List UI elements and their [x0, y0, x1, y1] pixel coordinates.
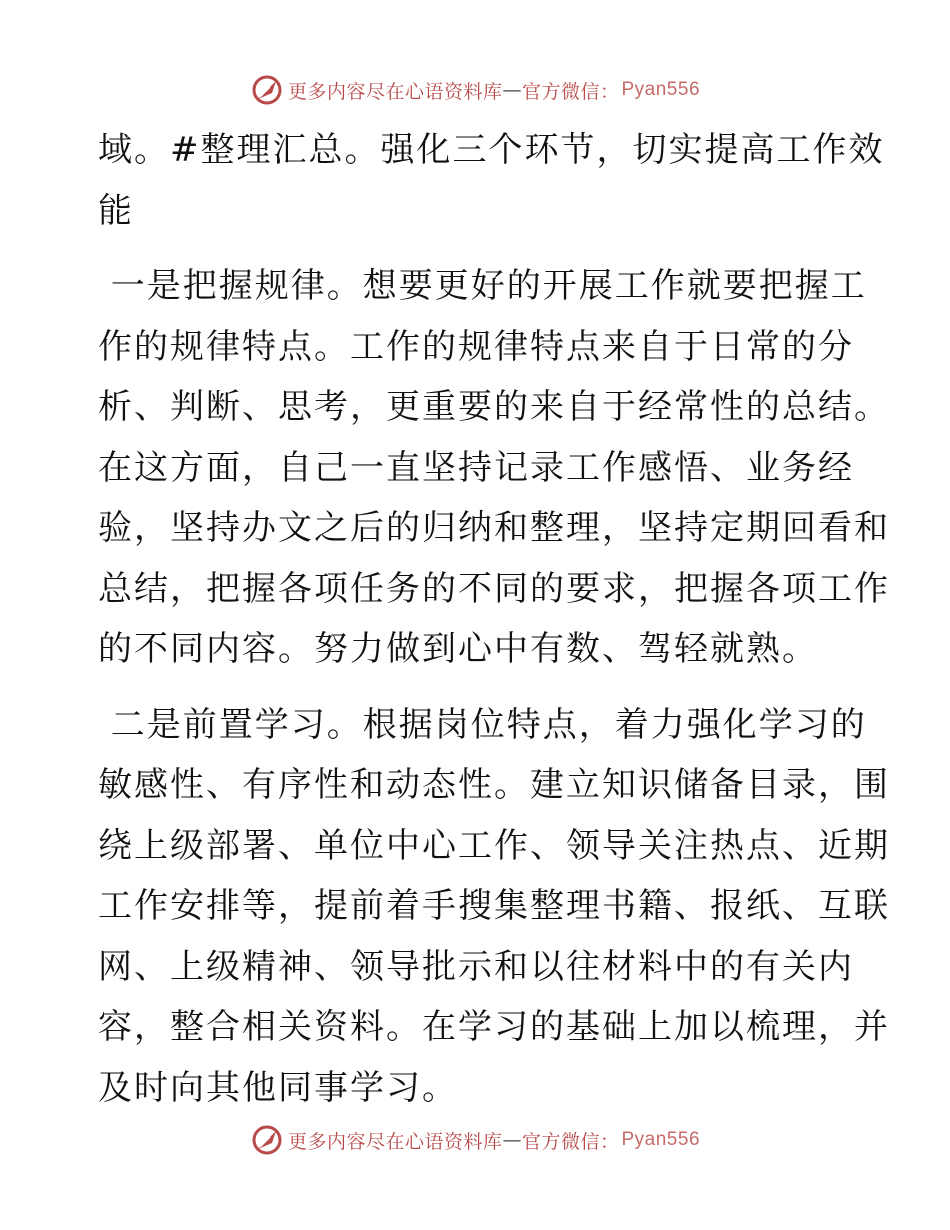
text-line: 在这方面，自己一直坚持记录工作感悟、业务经	[98, 447, 854, 488]
text-line: 网、上级精神、领导批示和以往材料中的有关内	[98, 946, 854, 987]
document-body	[98, 120, 890, 1118]
watermark-separator: —	[502, 79, 522, 101]
watermark-brand-text: 更多内容尽在心语资料库	[287, 1130, 503, 1153]
text-line: 敏感性、有序性和动态性。建立知识储备目录，围	[98, 765, 890, 805]
watermark-contact-id: Pyan556	[621, 79, 701, 100]
text-line: 二是前置学习。根据岗位特点，着力强化学习的	[98, 704, 867, 745]
text-line: 析、判断、思考，更重要的来自于经常性的总结。	[98, 387, 890, 427]
text-line: 一是把握规律。想要更好的开展工作就要把握工	[98, 266, 867, 306]
text-line: 工作安排等，提前着手搜集整理书籍、报纸、互联	[98, 886, 890, 926]
text-line: 域。#整理汇总。强化三个环节，切实提高工作效	[98, 130, 885, 170]
text-line: 容，整合相关资料。在学习的基础上加以梳理，并	[98, 1007, 890, 1047]
watermark-contact-id: Pyan556	[621, 1129, 701, 1150]
paragraph	[98, 695, 890, 1119]
text-line: 绕上级部署、单位中心工作、领导关注热点、近期	[98, 825, 890, 866]
footer-watermark	[0, 1120, 950, 1160]
text-line: 验，坚持办文之后的归纳和整理，坚持定期回看和	[98, 508, 890, 548]
paragraph	[98, 256, 890, 680]
text-line: 作的规律特点。工作的规律特点来自于日常的分	[98, 326, 854, 367]
paragraph	[98, 120, 885, 241]
text-line: 的不同内容。努力做到心中有数、驾轻就熟。	[98, 629, 818, 669]
watermark-contact-text: 官方微信：	[521, 80, 620, 103]
watermark-contact-text: 官方微信：	[521, 1130, 620, 1153]
watermark-brand-text: 更多内容尽在心语资料库	[287, 80, 503, 103]
text-line: 总结，把握各项任务的不同的要求，把握各项工作	[98, 568, 890, 609]
text-line: 及时向其他同事学习。	[98, 1067, 458, 1108]
header-watermark	[0, 70, 950, 110]
quill-logo-icon	[250, 1123, 284, 1157]
quill-logo-icon	[250, 73, 284, 107]
text-line: 能	[98, 190, 134, 231]
watermark-separator: —	[502, 1129, 522, 1151]
